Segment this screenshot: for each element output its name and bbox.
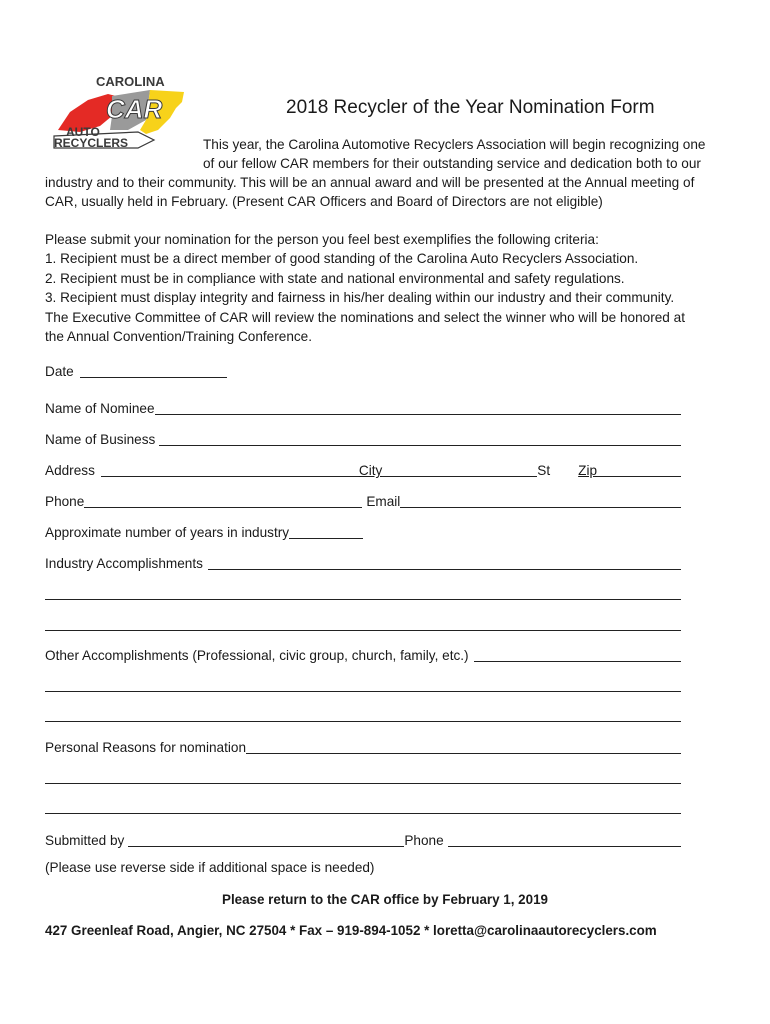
address-field[interactable] bbox=[101, 462, 359, 477]
other-accomplishments-line-2[interactable] bbox=[45, 691, 681, 692]
other-accomplishments-label: Other Accomplishments (Professional, civic group, church, family, etc.) bbox=[45, 648, 469, 663]
years-field[interactable] bbox=[289, 524, 363, 539]
personal-reasons-label: Personal Reasons for nomination bbox=[45, 740, 246, 755]
intro-line-4: CAR, usually held in February. (Present CAR Officers and Board of Directors are not eligible) bbox=[45, 194, 603, 210]
logo-car-text: CAR bbox=[106, 94, 163, 124]
criteria-item-2: 2. Recipient must be in compliance with state and national environmental and safety regulations. bbox=[45, 270, 625, 286]
submitted-by-field[interactable] bbox=[128, 832, 404, 847]
personal-reasons-line-3[interactable] bbox=[45, 813, 681, 814]
submitter-phone-label: Phone bbox=[404, 833, 444, 848]
date-row bbox=[45, 360, 227, 380]
criteria-item-3: 3. Recipient must display integrity and fairness in his/her dealing within our industry and their community. bbox=[45, 290, 675, 306]
years-row bbox=[45, 521, 363, 541]
intro-line-1: This year, the Carolina Automotive Recyclers Association will begin recognizing one bbox=[203, 137, 706, 152]
city-field[interactable] bbox=[382, 462, 537, 477]
office-address: 427 Greenleaf Road, Angier, NC 27504 * Fax – 919-894-1052 * loretta@carolinaautorecyclers.com bbox=[45, 923, 657, 938]
phone-label: Phone bbox=[45, 494, 85, 509]
industry-accomplishments-field[interactable] bbox=[208, 555, 681, 570]
personal-reasons-line-2[interactable] bbox=[45, 783, 681, 784]
logo-carolina-text: CAROLINA bbox=[96, 74, 165, 89]
submitted-by-label: Submitted by bbox=[45, 833, 125, 848]
business-field[interactable] bbox=[159, 431, 681, 446]
industry-accomplishments-line-3[interactable] bbox=[45, 630, 681, 631]
st-label: St bbox=[537, 463, 551, 478]
criteria-closing-1: The Executive Committee of CAR will review the nominations and select the winner who will be honored at bbox=[45, 309, 685, 325]
nominee-label: Name of Nominee bbox=[45, 401, 155, 416]
city-label: City bbox=[358, 463, 383, 478]
car-logo bbox=[50, 72, 190, 154]
criteria-item-1: 1. Recipient must be a direct member of good standing of the Carolina Auto Recyclers Association. bbox=[45, 251, 639, 267]
industry-accomplishments-line-2[interactable] bbox=[45, 599, 681, 600]
date-field[interactable] bbox=[80, 363, 227, 378]
personal-reasons-field[interactable] bbox=[246, 739, 681, 754]
criteria-block bbox=[45, 230, 685, 346]
years-label: Approximate number of years in industry bbox=[45, 525, 290, 540]
return-instructions: Please return to the CAR office by February 1, 2019 bbox=[222, 892, 548, 907]
email-field[interactable] bbox=[400, 493, 681, 508]
intro-line-2: of our fellow CAR members for their outstanding service and dedication both to our bbox=[203, 156, 701, 172]
personal-reasons-row bbox=[45, 736, 681, 756]
other-accomplishments-field[interactable] bbox=[474, 647, 681, 662]
intro-paragraph-part1 bbox=[203, 135, 705, 174]
logo-recyclers-text: RECYCLERS bbox=[54, 136, 129, 150]
zip-label: Zip bbox=[578, 463, 598, 478]
criteria-closing-2: the Annual Convention/Training Conference. bbox=[45, 329, 313, 345]
industry-accomplishments-row bbox=[45, 552, 681, 572]
business-row bbox=[45, 428, 681, 448]
date-label: Date bbox=[45, 364, 74, 379]
email-label: Email bbox=[366, 494, 401, 509]
nominee-field[interactable] bbox=[155, 400, 681, 415]
address-row bbox=[45, 459, 681, 479]
other-accomplishments-row bbox=[45, 644, 681, 664]
st-field[interactable] bbox=[550, 462, 578, 477]
intro-line-3: industry and to their community. This will be an annual award and will be presented at the Annual meeting of bbox=[45, 175, 695, 190]
form-title: 2018 Recycler of the Year Nomination Form bbox=[286, 97, 655, 118]
phone-email-row bbox=[45, 490, 681, 510]
reverse-side-note: (Please use reverse side if additional space is needed) bbox=[45, 860, 375, 875]
address-label: Address bbox=[45, 463, 95, 478]
phone-field[interactable] bbox=[84, 493, 362, 508]
zip-field[interactable] bbox=[597, 462, 681, 477]
industry-accomplishments-label: Industry Accomplishments bbox=[45, 556, 203, 571]
criteria-lead: Please submit your nomination for the person you feel best exemplifies the following criteria: bbox=[45, 232, 599, 247]
other-accomplishments-line-3[interactable] bbox=[45, 721, 681, 722]
logo-auto-text: AUTO bbox=[66, 125, 100, 139]
business-label: Name of Business bbox=[45, 432, 156, 447]
submitter-phone-field[interactable] bbox=[448, 832, 681, 847]
nominee-row bbox=[45, 397, 681, 417]
submitted-by-row bbox=[45, 829, 681, 849]
intro-paragraph-part2 bbox=[45, 173, 694, 212]
